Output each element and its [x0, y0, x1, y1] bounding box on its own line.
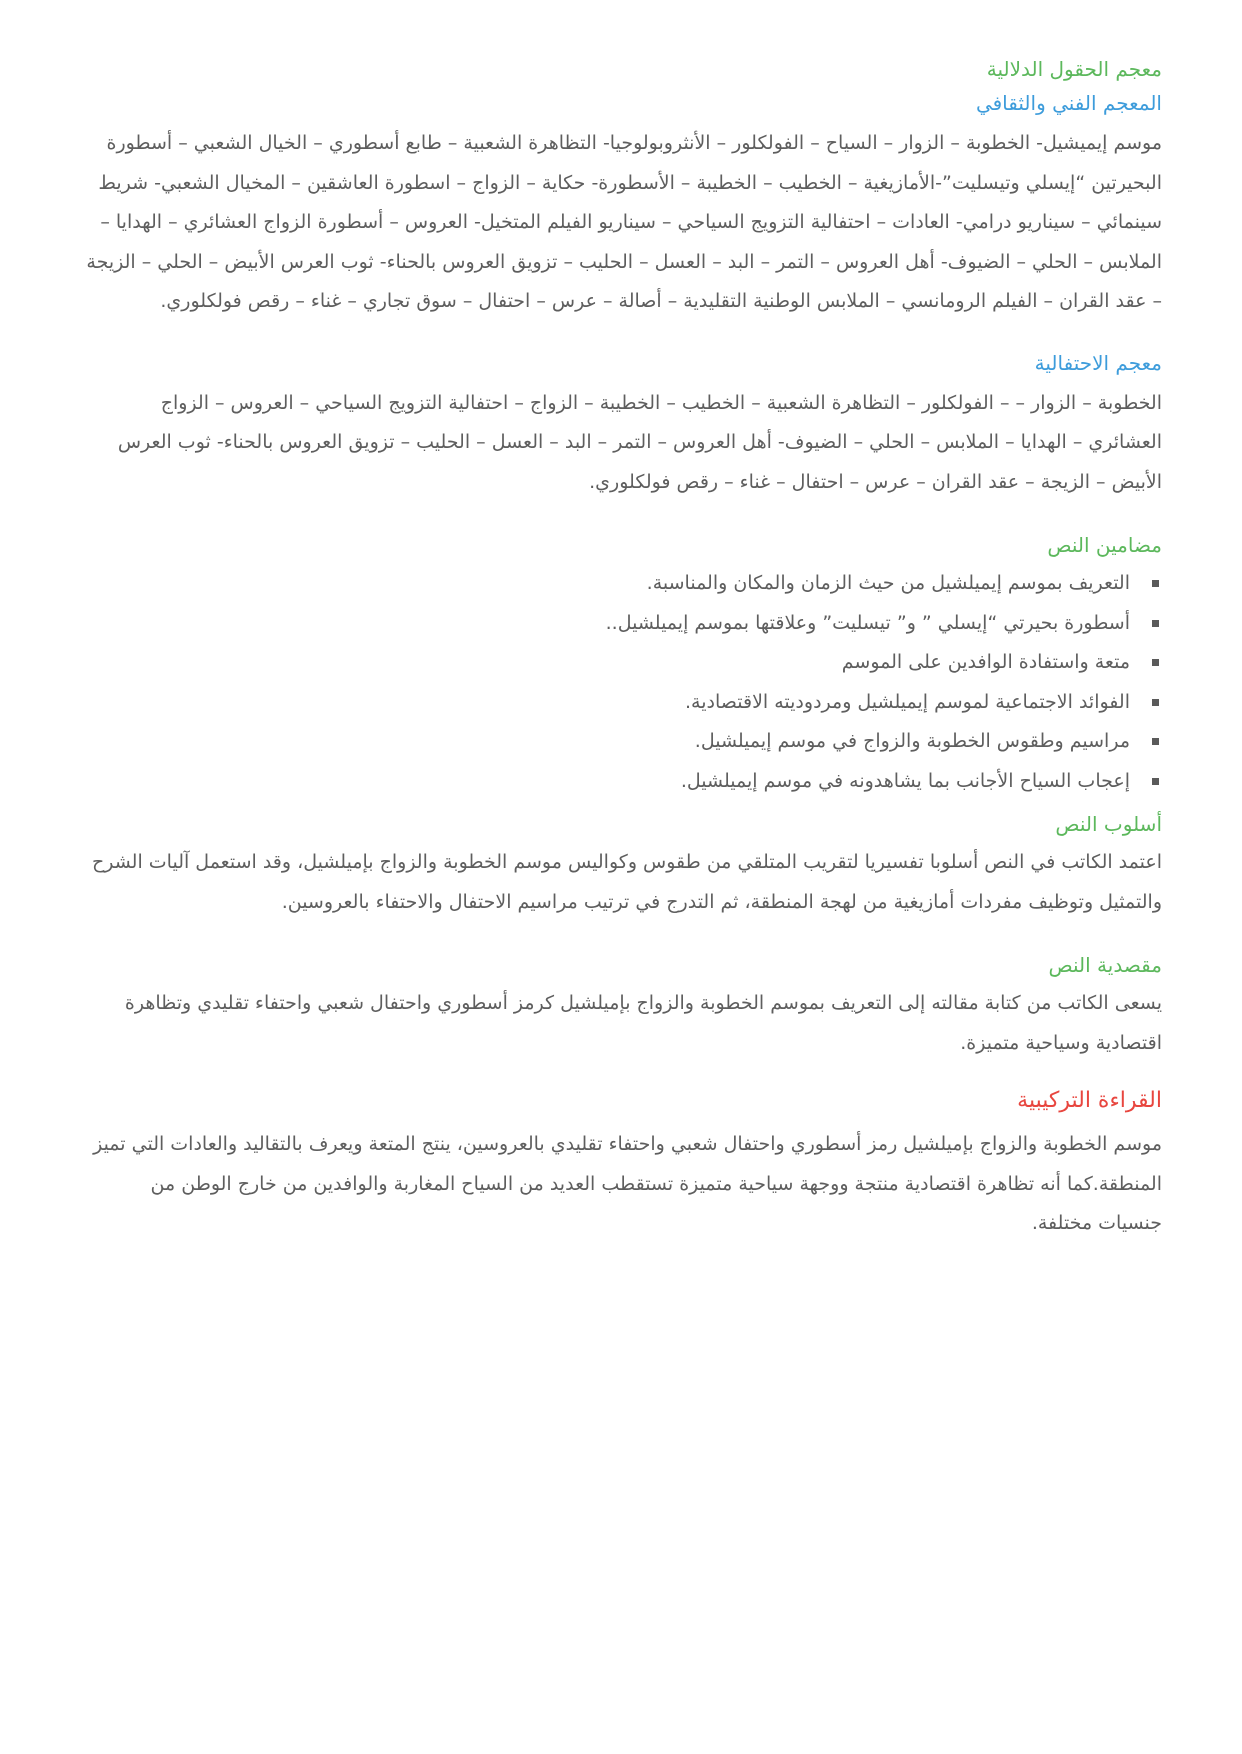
bullet-square-icon: [1152, 659, 1159, 666]
list-item: [82, 683, 1162, 723]
bullet-square-icon: [1152, 620, 1159, 627]
bullet-square-icon: [1152, 778, 1159, 785]
celebration-lexicon-heading: معجم الاحتفالية: [1034, 350, 1162, 375]
style-heading: أسلوب النص: [1055, 812, 1162, 836]
synthesis-heading: القراءة التركيبية: [1017, 1088, 1162, 1113]
list-item-text: أسطورة بحيرتي “إيسلي ” و” تيسليت” وعلاقتها بموسم إيميلشيل..: [605, 611, 1130, 634]
list-item: [82, 762, 1162, 802]
list-item-text: إعجاب السياح الأجانب بما يشاهدونه في موسم إيميلشيل.: [680, 769, 1130, 792]
purpose-heading: مقصدية النص: [1048, 953, 1162, 977]
bullet-square-icon: [1152, 699, 1159, 706]
document-page: [82, 48, 1162, 1252]
list-item: [82, 564, 1162, 604]
purpose-text: يسعى الكاتب من كتابة مقالته إلى التعريف بموسم الخطوبة والزواج بإميلشيل كرمز أسطوري واحتفال شعبي واحتفاء تقليدي وتظاهرة اقتصادية وسياحية متميزة.: [124, 992, 1162, 1054]
lexicon-heading: معجم الحقول الدلالية: [986, 57, 1162, 81]
contents-heading: مضامين النص: [1047, 533, 1162, 557]
bullet-square-icon: [1152, 580, 1159, 587]
celebration-lexicon-text: الخطوبة – الزوار – – الفولكلور – التظاهرة الشعبية – الخطيب – الخطيبة – الزواج – احتفالية التزويج السياحي – العروس – الزواج العشائري – الهدايا – الملابس – الحلي – الضيوف- أهل العروس – التمر – البد – العسل – الحليب – تزويق العروس بالحناء- ثوب العرس الأبيض – الزيجة – عقد القران – عرس – احتفال – غناء – رقص فولكلوري.: [117, 391, 1162, 493]
list-item-text: الفوائد الاجتماعية لموسم إيميلشيل ومردوديته الاقتصادية.: [685, 690, 1130, 713]
list-item: [82, 722, 1162, 762]
contents-list: [82, 564, 1162, 801]
art-lexicon-heading: المعجم الفني والثقافي: [975, 91, 1162, 115]
list-item: [82, 604, 1162, 644]
style-text: اعتمد الكاتب في النص أسلوبا تفسيريا لتقريب المتلقي من طقوس وكواليس موسم الخطوبة والزواج بإميلشيل، وقد استعمل آليات الشرح والتمثيل وتوظيف مفردات أمازيغية من لهجة المنطقة، ثم التدرج في ترتيب مراسيم الاحتفال والاحتفاء بالعروسين.: [91, 851, 1162, 913]
list-item-text: متعة واستفادة الوافدين على الموسم: [841, 651, 1130, 673]
list-item-text: التعريف بموسم إيميلشيل من حيث الزمان والمكان والمناسبة.: [646, 572, 1130, 594]
art-lexicon-text: موسم إيميشيل- الخطوبة – الزوار – السياح – الفولكلور – الأنثروبولوجيا- التظاهرة الشعبية – طابع أسطوري – الخيال الشعبي – أسطورة البحيرتين “إيسلي وتيسليت”-الأمازيغية – الخطيب – الخطيبة – الأسطورة- حكاية – الزواج – اسطورة العاشقين – المخيال الشعبي- شريط سينمائي – سيناريو درامي- العادات – احتفالية التزويج السياحي – سيناريو الفيلم المتخيل- العروس – أسطورة الزواج العشائري – الهدايا – الملابس – الحلي – الضيوف- أهل العروس – التمر – البد – العسل – الحليب – تزويق العروس بالحناء- ثوب العرس الأبيض – الحلي – الزيجة – عقد القران – الفيلم الرومانسي – الملابس الوطنية التقليدية – أصالة – عرس – احتفال – سوق تجاري – غناء – رقص فولكلوري.: [86, 132, 1162, 312]
synthesis-text: موسم الخطوبة والزواج بإميلشيل رمز أسطوري واحتفال شعبي واحتفاء تقليدي بالعروسين، ينتج المتعة ويعرف بالتقاليد والعادات التي تميز المنطقة.كما أنه تظاهرة اقتصادية منتجة ووجهة سياحية متميزة تستقطب العديد من السياح المغاربة والوافدين من خارج الوطن من جنسيات مختلفة.: [93, 1133, 1162, 1234]
list-item: [82, 643, 1162, 683]
list-item-text: مراسيم وطقوس الخطوبة والزواج في موسم إيميلشيل.: [694, 730, 1130, 752]
bullet-square-icon: [1152, 738, 1159, 745]
